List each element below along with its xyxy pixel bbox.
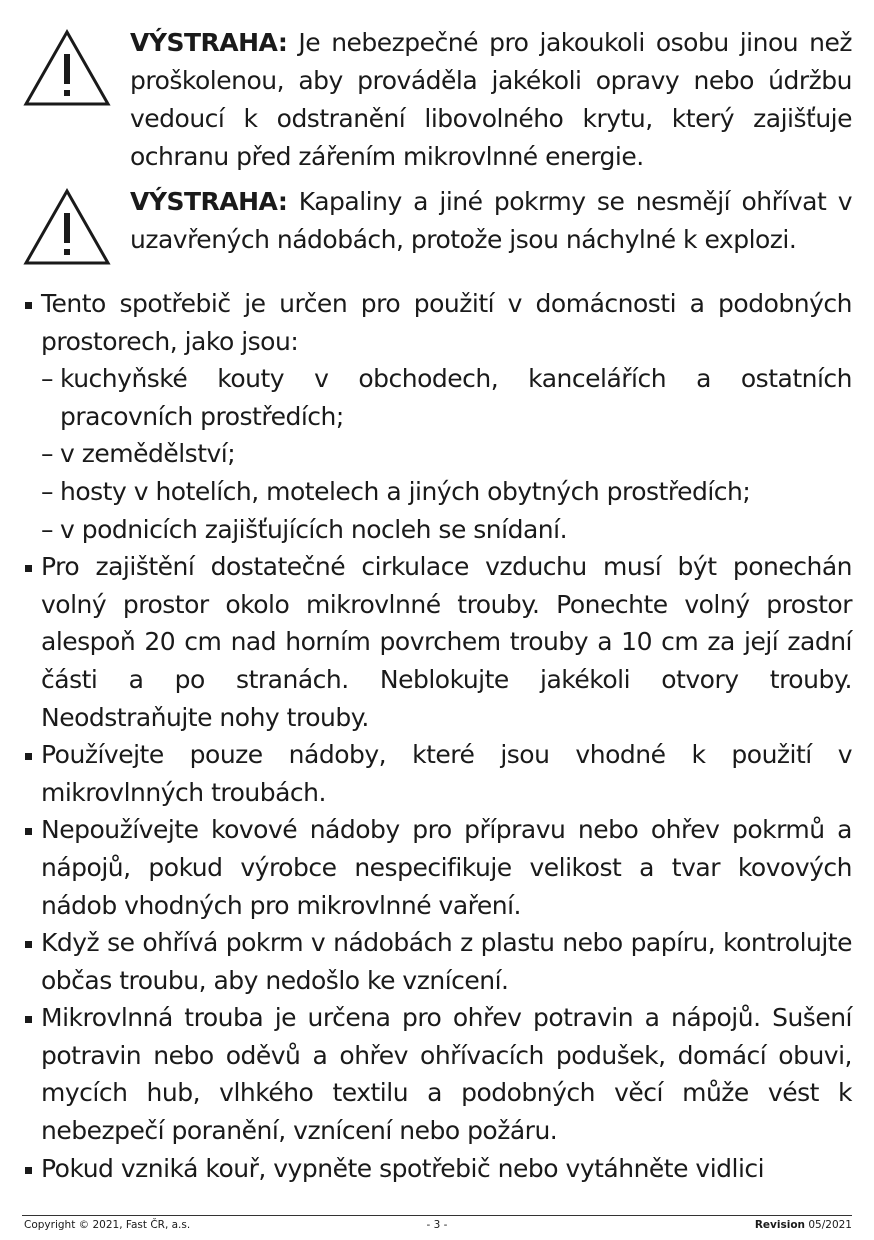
bullet-square-icon bbox=[25, 565, 32, 572]
safety-instructions-list bbox=[22, 285, 852, 1187]
sub-list-item: – kuchyňské kouty v obchodech, kancelářích a ostatních pracovních prostředích; bbox=[41, 364, 852, 431]
bullet-square-icon bbox=[25, 1016, 32, 1023]
footer-revision: Revision 05/2021 bbox=[754, 1219, 852, 1231]
footer-divider bbox=[22, 1215, 852, 1216]
warning-label: VÝSTRAHA: bbox=[130, 28, 288, 57]
warning-triangle-icon bbox=[22, 28, 112, 108]
bullet-square-icon bbox=[25, 753, 32, 760]
sub-list-item: – hosty v hotelích, motelech a jiných obytných prostředích; bbox=[41, 476, 751, 506]
list-item: Pokud vzniká kouř, vypněte spotřebič nebo vytáhněte vidlici bbox=[22, 1150, 852, 1188]
list-item: Mikrovlnná trouba je určena pro ohřev potravin a nápojů. Sušení potravin nebo oděvů a ohřev ohřívacích podušek, domácí obuvi, mycích hub, vlhkého textilu a podobných věcí může vést k nebezpečí poranění, vznícení nebo požáru. bbox=[22, 999, 852, 1149]
footer-copyright: Copyright © 2021, Fast ČR, a.s. bbox=[24, 1219, 191, 1231]
list-item: Nepoužívejte kovové nádoby pro přípravu nebo ohřev pokrmů a nápojů, pokud výrobce nespecifikuje velikost a tvar kovových nádob vhodných pro mikrovlnné vaření. bbox=[22, 811, 852, 924]
warning-text-1: VÝSTRAHA: Je nebezpečné pro jakoukoli osobu jinou než proškolenou, aby prováděla jakékoli opravy nebo údržbu vedoucí k odstranění libovolného krytu, který zajišťuje ochranu před zářením mikrovlnné energie. bbox=[130, 28, 852, 171]
sub-list-item: – v podnicích zajišťujících nocleh se snídaní. bbox=[41, 514, 568, 544]
list-item: Když se ohřívá pokrm v nádobách z plastu nebo papíru, kontrolujte občas troubu, aby nedošlo ke vznícení. bbox=[22, 924, 852, 999]
bullet-square-icon bbox=[25, 1167, 32, 1174]
sub-list-item: – v zemědělství; bbox=[41, 439, 236, 469]
bullet-square-icon bbox=[25, 941, 32, 948]
warning-label: VÝSTRAHA: bbox=[130, 187, 288, 216]
list-item: Tento spotřebič je určen pro použití v domácnosti a podobných prostorech, jako jsou: – kuchyňské kouty v obchodech, kancelářích a ostatních pracovních prostředích; – v zemědělství; – hosty v hotelích, motelech a jiných obytných prostředích; – v podnicích zajišťujících nocleh se snídaní. bbox=[22, 285, 852, 548]
list-item: Používejte pouze nádoby, které jsou vhodné k použití v mikrovlnných troubách. bbox=[22, 736, 852, 811]
sub-list bbox=[41, 360, 852, 548]
bullet-square-icon bbox=[25, 828, 32, 835]
footer-page-number: - 3 - bbox=[426, 1219, 448, 1231]
bullet-square-icon bbox=[25, 302, 32, 309]
list-item: Pro zajištění dostatečné cirkulace vzduchu musí být ponechán volný prostor okolo mikrovlnné trouby. Ponechte volný prostor alespoň 20 cm nad horním povrchem trouby a 10 cm za její zadní části a po stranách. Neblokujte jakékoli otvory trouby. Neodstraňujte nohy trouby. bbox=[22, 548, 852, 736]
warning-triangle-icon bbox=[22, 187, 112, 267]
warning-text-2: VÝSTRAHA: Kapaliny a jiné pokrmy se nesmějí ohřívat v uzavřených nádobách, protože jsou náchylné k explozi. bbox=[130, 187, 852, 254]
